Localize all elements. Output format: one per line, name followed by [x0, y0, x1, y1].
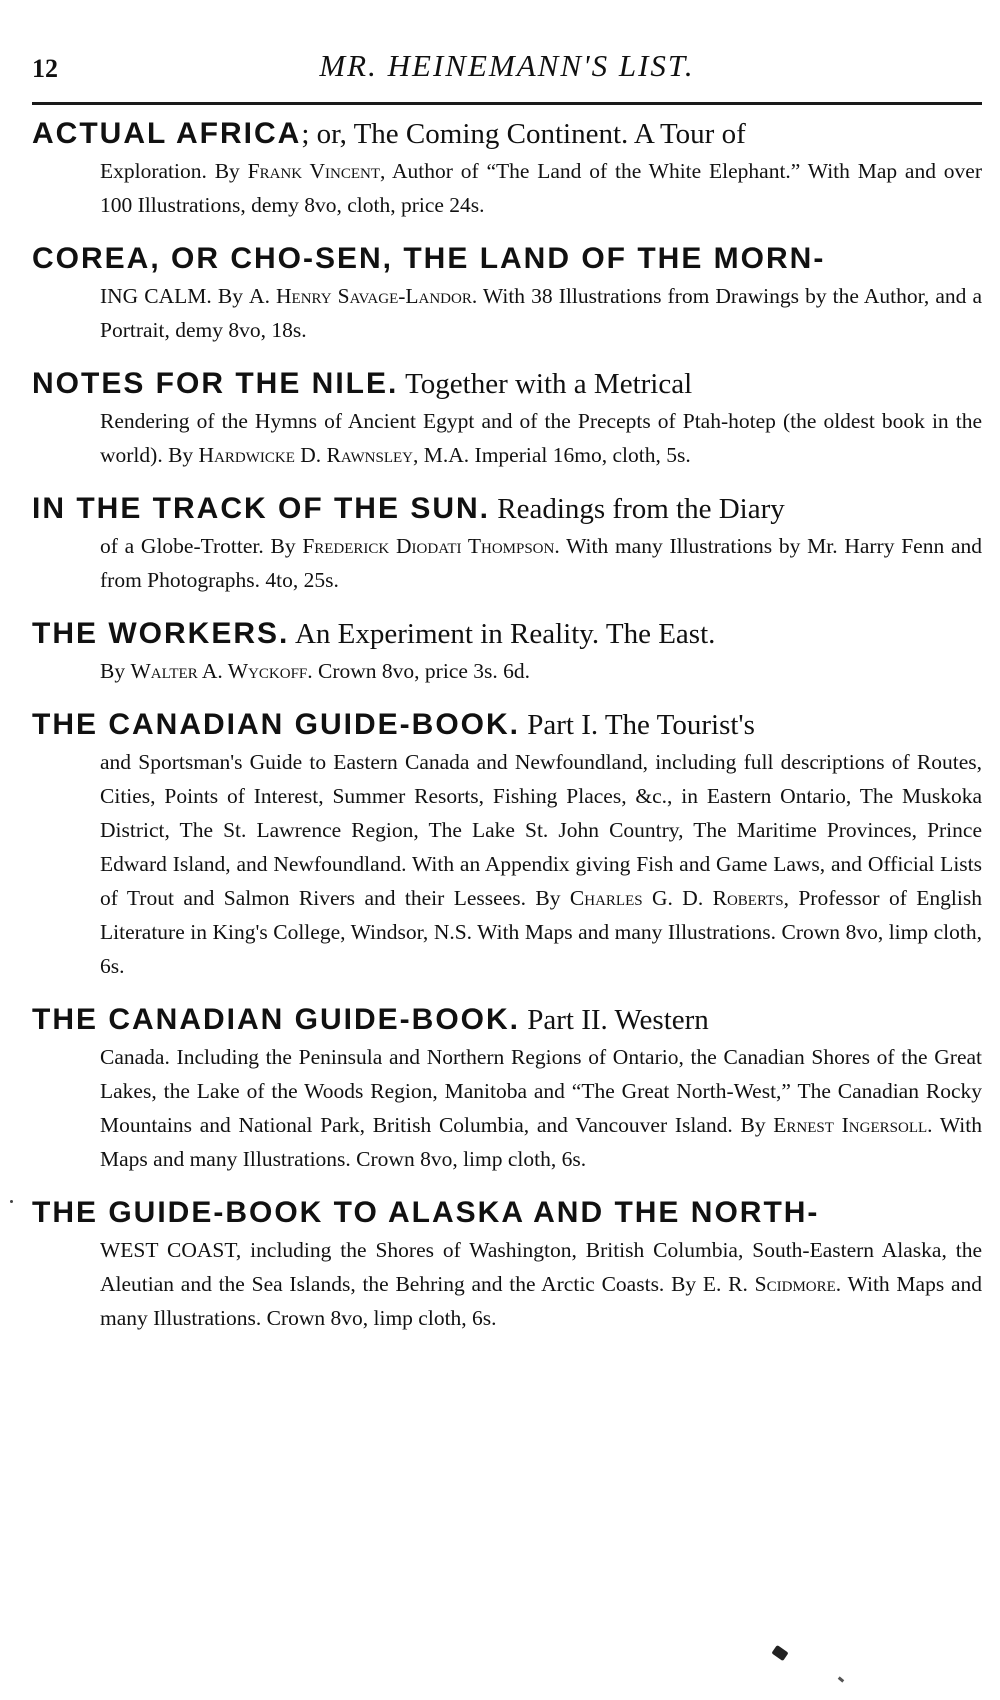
- book-description: Rendering of the Hymns of Ancient Egypt and of the Precepts of Ptah-hotep (the oldest book in the world). By: [100, 409, 982, 467]
- book-author: Ernest Ingersoll: [773, 1113, 928, 1137]
- page-number: 12: [32, 54, 58, 83]
- book-author: Hardwicke D. Rawnsley: [198, 443, 414, 467]
- book-description: By: [100, 659, 131, 683]
- book-details: . With many Illustrations by Mr. Harry Fenn and from Photographs. 4to, 25s.: [100, 534, 982, 592]
- book-entry: [32, 1193, 982, 1335]
- book-author: A. Henry Savage-Landor: [249, 284, 472, 308]
- book-details: , Professor of English Literature in King's College, Windsor, N.S. With Maps and many Illustrations. Crown 8vo, limp cloth, 6s.: [100, 886, 982, 978]
- book-details: . With 38 Illustrations from Drawings by the Author, and a Portrait, demy 8vo, 18s.: [100, 284, 982, 342]
- book-entry: [32, 705, 982, 983]
- book-author: Frank Vincent: [247, 159, 381, 183]
- margin-speck: [10, 1200, 13, 1203]
- book-title: NOTES FOR THE NILE.: [32, 367, 399, 400]
- book-author: E. R. Scidmore: [702, 1272, 836, 1296]
- book-details: . With Maps and many Illustrations. Crown 8vo, limp cloth, 6s.: [100, 1272, 982, 1330]
- book-subtitle: Part I. The Tourist's: [520, 709, 755, 741]
- book-details: , Author of “The Land of the White Elephant.” With Map and over 100 Illustrations, demy 8vo, cloth, price 24s.: [100, 159, 982, 217]
- book-title: THE CANADIAN GUIDE-BOOK.: [32, 1003, 520, 1036]
- page-header: [32, 48, 982, 92]
- book-list: [32, 114, 982, 1352]
- book-title: IN THE TRACK OF THE SUN.: [32, 492, 490, 525]
- book-author: Frederick Diodati Thompson: [302, 534, 555, 558]
- book-entry: [32, 114, 982, 222]
- book-title: ACTUAL AFRICA: [32, 117, 302, 150]
- book-description: of a Globe-Trotter. By: [100, 534, 303, 558]
- header-rule: [32, 102, 982, 105]
- book-title: THE WORKERS.: [32, 617, 290, 650]
- book-details: . With Maps and many Illustrations. Crown 8vo, limp cloth, 6s.: [100, 1113, 982, 1171]
- book-subtitle: An Experiment in Reality. The East.: [289, 618, 716, 650]
- running-title: MR. HEINEMANN'S LIST.: [319, 48, 695, 83]
- book-subtitle: Part II. Western: [520, 1004, 709, 1036]
- book-details: , M.A. Imperial 16mo, cloth, 5s.: [413, 443, 691, 467]
- book-entry: [32, 489, 982, 597]
- catalogue-page: [32, 48, 982, 1688]
- book-description: Exploration. By: [100, 159, 248, 183]
- book-description: and Sportsman's Guide to Eastern Canada and Newfoundland, including full descriptions of Routes, Cities, Points of Interest, Summer Resorts, Fishing Places, &c., in Eastern Ontario, The Muskoka District, The St. Lawrence Region, The Lake St. John Country, The Maritime Provinces, Prince Edward Island, and Newfoundland. With an Appendix giving Fish and Game Laws, and Official Lists of Trout and Salmon Rivers and their Lessees. By: [100, 750, 982, 910]
- book-subtitle: Together with a Metrical: [398, 368, 693, 400]
- book-subtitle: Readings from the Diary: [490, 493, 785, 525]
- book-entry: [32, 364, 982, 472]
- book-entry: [32, 239, 982, 347]
- book-title: COREA, OR CHO-SEN, THE LAND OF THE MORN-: [32, 242, 826, 275]
- book-description: WEST COAST, including the Shores of Washington, British Columbia, South-Eastern Alaska, the Aleutian and the Sea Islands, the Behring and the Arctic Coasts. By: [100, 1238, 982, 1296]
- book-author: Walter A. Wyckoff: [130, 659, 308, 683]
- book-title: THE GUIDE-BOOK TO ALASKA AND THE NORTH-: [32, 1196, 820, 1229]
- book-title: THE CANADIAN GUIDE-BOOK.: [32, 708, 520, 741]
- book-entry: [32, 1000, 982, 1176]
- book-subtitle: ; or, The Coming Continent. A Tour of: [301, 118, 746, 150]
- book-description: Canada. Including the Peninsula and Northern Regions of Ontario, the Canadian Shores of the Great Lakes, the Lake of the Woods Region, Manitoba and “The Great North-West,” The Canadian Rocky Mountains and National Park, British Columbia, and Vancouver Island. By: [100, 1045, 982, 1137]
- book-author: Charles G. D. Roberts: [569, 886, 784, 910]
- book-entry: [32, 614, 982, 688]
- book-description: ING CALM. By: [100, 284, 250, 308]
- book-details: . Crown 8vo, price 3s. 6d.: [307, 659, 531, 683]
